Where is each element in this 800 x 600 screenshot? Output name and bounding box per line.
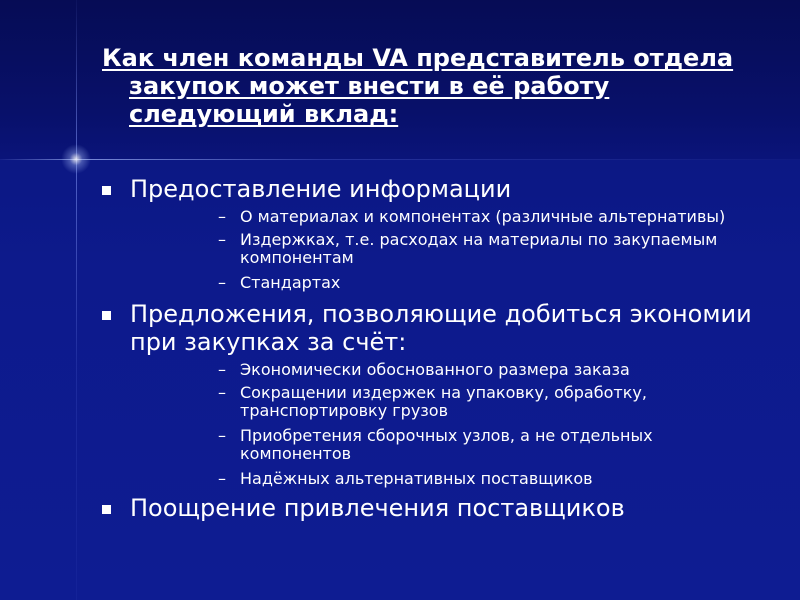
slide-title-line-1: Как член команды VA представитель отдела [102,44,734,72]
sub-item [218,427,738,463]
sub-item [218,384,738,420]
sub-item-text: О материалах и компонентах (различные альтернативы) [240,207,726,226]
sub-item [218,231,738,267]
sub-item-text: Экономически обоснованного размера заказа [240,360,630,379]
sub-item-text: Сокращении издержек на упаковку, обработку, транспортировку грузов [240,383,647,420]
sub-item [218,361,738,379]
bullet-text: Поощрение привлечения поставщиков [130,494,625,522]
dash-icon: – [218,207,226,226]
dash-icon: – [218,230,226,249]
dash-icon: – [218,426,226,445]
bullet-square-icon [102,505,111,514]
sub-item-text: Стандартах [240,273,341,292]
sub-item-text: Приобретения сборочных узлов, а не отдельных компонентов [240,426,653,463]
dash-icon: – [218,383,226,402]
slide-title [102,44,752,128]
dash-icon: – [218,469,226,488]
dash-icon: – [218,273,226,292]
bullet-item [102,300,762,356]
sub-item-text: Издержках, т.е. расходах на материалы по закупаемым компонентам [240,230,718,267]
bullet-square-icon [102,311,111,320]
bullet-item [102,494,762,522]
sub-item [218,208,738,226]
bullet-text: Предоставление информации [130,175,512,203]
sub-item [218,470,738,488]
bullet-square-icon [102,186,111,195]
bullet-text: Предложения, позволяющие добиться экономии при закупках за счёт: [130,300,752,356]
dash-icon: – [218,360,226,379]
sub-item-text: Надёжных альтернативных поставщиков [240,469,593,488]
slide-title-line-2: закупок может внести в её работу следующий вклад: [129,72,610,128]
sub-item [218,274,738,292]
bullet-item [102,175,762,203]
